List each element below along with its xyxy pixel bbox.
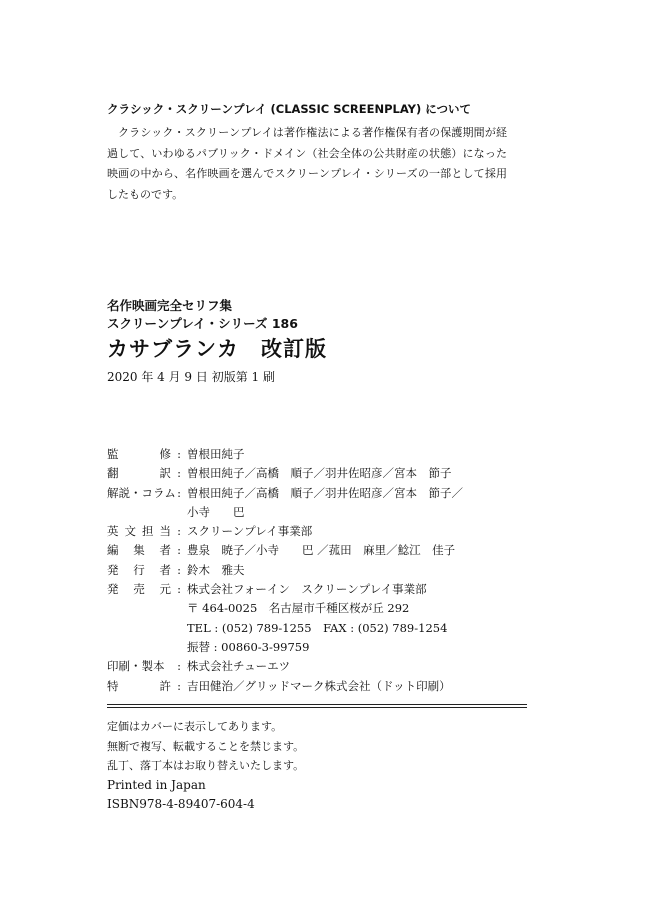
credit-colon: : <box>177 447 181 461</box>
credit-label <box>107 522 171 541</box>
credit-colon: : <box>177 562 181 577</box>
credit-value: スクリーンプレイ事業部 <box>187 524 313 539</box>
credit-label-part: 行 <box>133 562 145 577</box>
credit-label-part: 文 <box>124 524 136 539</box>
credit-row <box>107 599 463 618</box>
credit-label <box>107 484 176 503</box>
credit-label <box>107 503 171 522</box>
credit-label <box>107 677 171 696</box>
about-title: クラシック・スクリーンプレイ (CLASSIC SCREENPLAY) について <box>107 102 472 116</box>
credit-label-part: 解説・コラム <box>107 485 176 500</box>
credit-colon: : <box>177 678 181 693</box>
credit-colon: : <box>177 485 181 500</box>
credit-label-part: 売 <box>133 582 145 597</box>
credit-row <box>107 445 463 464</box>
credit-label-part: 編 <box>107 543 119 558</box>
credit-label <box>107 541 171 560</box>
credit-label-part: 担 <box>142 524 154 539</box>
printed-in: Printed in Japan <box>107 778 206 792</box>
credit-label-part: 印刷・製本 <box>107 659 165 674</box>
credit-label <box>107 445 171 464</box>
credit-colon: : <box>177 543 181 558</box>
credit-row <box>107 484 463 503</box>
credit-value: 株式会社フォーイン スクリーンプレイ事業部 <box>187 582 427 597</box>
credit-colon: : <box>177 582 181 597</box>
credit-label-part: 翻 <box>107 466 119 481</box>
credit-row <box>107 464 463 483</box>
credit-value: 振替 : 00860-3-99759 <box>187 639 310 654</box>
edition-info: 2020 年 4 月 9 日 初版第 1 刷 <box>107 370 275 384</box>
credit-value: 小寺 巴 <box>187 504 245 519</box>
notes-block <box>107 717 304 776</box>
series-line-2: スクリーンプレイ・シリーズ 186 <box>107 316 298 331</box>
credit-label <box>107 580 171 599</box>
book-title: カサブランカ 改訂版 <box>107 337 327 361</box>
credit-label-part: 許 <box>159 678 171 693</box>
credit-label <box>107 561 171 580</box>
credit-label-part: 英 <box>107 524 119 539</box>
credit-colon: : <box>177 659 181 674</box>
credit-colon: : <box>177 524 181 539</box>
credit-value: 曽根田純子／高橋 順子／羽井佐昭彦／宮本 節子／ <box>187 485 463 500</box>
credit-row <box>107 638 463 657</box>
credit-colon: : <box>177 466 181 481</box>
credit-label-part: 修 <box>159 447 171 461</box>
credit-value: 〒 464-0025 名古屋市千種区桜が丘 292 <box>187 601 410 616</box>
isbn: ISBN978-4-89407-604-4 <box>107 797 255 811</box>
credit-label-part: 発 <box>107 562 119 577</box>
credit-label <box>107 464 171 483</box>
divider-thick <box>107 707 527 708</box>
credit-label <box>107 599 171 618</box>
credit-value: 鈴木 雅夫 <box>187 562 245 577</box>
credit-row <box>107 503 463 522</box>
credit-label-part: 者 <box>159 562 171 577</box>
credit-label-part: 訳 <box>159 466 171 481</box>
credit-row <box>107 541 463 560</box>
divider-thin <box>107 704 527 705</box>
credit-row <box>107 619 463 638</box>
series-line-1: 名作映画完全セリフ集 <box>107 298 233 313</box>
credit-value: 曽根田純子 <box>187 447 245 461</box>
credit-value: TEL : (052) 789-1255 FAX : (052) 789-1254 <box>187 620 448 635</box>
credit-label-part: 元 <box>159 582 171 597</box>
credit-value: 豊泉 暁子／小寺 巴 ／菰田 麻里／鯰江 佳子 <box>187 543 456 558</box>
credit-colon <box>171 599 187 618</box>
credit-label <box>107 638 171 657</box>
credit-row <box>107 657 463 676</box>
credit-value: 曽根田純子／高橋 順子／羽井佐昭彦／宮本 節子 <box>187 466 452 481</box>
credit-row <box>107 522 463 541</box>
note-price: 定価はカバーに表示してあります。 <box>107 720 283 733</box>
credit-label-part: 当 <box>159 524 171 539</box>
credits-list <box>107 445 463 696</box>
credit-label <box>107 619 171 638</box>
note-copy: 無断で複写、転載することを禁じます。 <box>107 739 305 753</box>
credit-label-part: 監 <box>107 447 119 461</box>
credit-label-part: 特 <box>107 678 119 693</box>
credit-colon <box>171 619 187 638</box>
credit-label-part: 者 <box>159 543 171 558</box>
note-replace: 乱丁、落丁本はお取り替えいたします。 <box>107 759 305 772</box>
credit-row <box>107 561 463 580</box>
about-body: クラシック・スクリーンプレイは著作権法による著作権保有者の保護期間が経過して、いわゆるパブリック・ドメイン（社会全体の公共財産の状態）になった映画の中から、名作映画を選んでスクリーンプレイ・シリーズの一部として採用したものです。 <box>107 126 507 201</box>
credit-label <box>107 657 171 676</box>
credit-label-part: 発 <box>107 582 119 597</box>
credit-row <box>107 677 463 696</box>
credit-value: 吉田健治／グリッドマーク株式会社（ドット印刷） <box>187 678 451 693</box>
credit-row <box>107 580 463 599</box>
credit-colon <box>171 638 187 657</box>
credit-label-part: 集 <box>133 543 145 558</box>
credit-colon <box>171 503 187 522</box>
credit-value: 株式会社チューエツ <box>187 659 291 674</box>
